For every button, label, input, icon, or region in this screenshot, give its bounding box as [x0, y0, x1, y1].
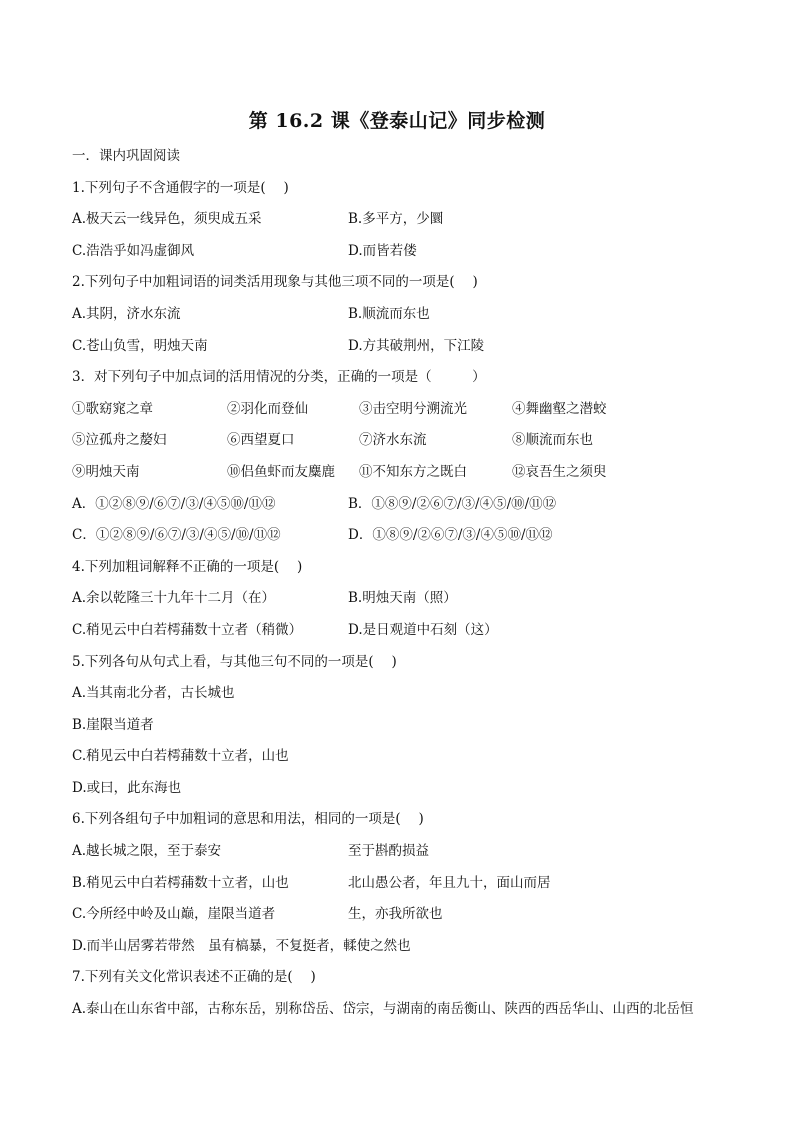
question-7-stem: 7.下列有关文化常识表述不正确的是( )	[72, 969, 316, 986]
q2-option-a: A.其阴，济水东流	[72, 305, 181, 322]
q5-option-a: A.当其南北分者，古长城也	[72, 685, 235, 702]
q5-option-b: B.崖限当道者	[72, 716, 154, 733]
q3-item-7: ⑦济水东流	[359, 432, 427, 449]
q3-item-4: ④舞幽壑之潜蛟	[512, 400, 607, 417]
q5-option-c: C.稍见云中白若樗蒱数十立者，山也	[72, 748, 289, 765]
q3-item-9: ⑨明烛天南	[72, 463, 140, 480]
question-3-items-row-2	[72, 430, 762, 462]
q2-option-d: D.方其破荆州，下江陵	[348, 337, 485, 354]
question-1-options-ab	[72, 209, 762, 241]
q6-option-d-left: D.而半山居雾若带然 虽有槁暴，不复挺者，輮使之然也	[72, 937, 411, 954]
question-1-options-cd	[72, 241, 762, 273]
q1-option-c: C.浩浩乎如冯虚御风	[72, 242, 195, 259]
question-2-stem: 2.下列句子中加粗词语的词类活用现象与其他三项不同的一项是( )	[72, 274, 478, 291]
q6-option-b-right: 北山愚公者，年且九十，面山而居	[348, 874, 551, 891]
q4-option-a: A.余以乾隆三十九年十二月（在）	[72, 590, 276, 607]
q3-item-6: ⑥西望夏口	[227, 432, 295, 449]
question-6-option-b	[72, 873, 762, 905]
q3-item-5: ⑤泣孤舟之嫠妇	[72, 432, 167, 449]
q1-option-d: D.而皆若偻	[348, 242, 417, 259]
question-6-option-a	[72, 841, 762, 873]
q6-option-a-right: 至于斟酌损益	[348, 843, 429, 860]
q1-option-a: A.极天云一线异色，须臾成五采	[72, 211, 262, 228]
q3-option-a: A．①②⑧⑨/⑥⑦/③/④⑤⑩/⑪⑫	[72, 495, 276, 512]
q3-option-c: C．①②⑧⑨/⑥⑦/③/④⑤/⑩/⑪⑫	[72, 527, 281, 544]
q3-item-2: ②羽化而登仙	[227, 400, 308, 417]
question-6-stem: 6.下列各组句子中加粗词的意思和用法，相同的一项是( )	[72, 811, 424, 828]
question-4-options-ab	[72, 588, 762, 620]
question-5-stem: 5.下列各句从句式上看，与其他三句不同的一项是( )	[72, 653, 397, 670]
q3-option-b: B．①⑧⑨/②⑥⑦/③/④⑤/⑩/⑪⑫	[348, 495, 557, 512]
q3-item-11: ⑪不知东方之既白	[359, 463, 467, 480]
question-3-items-row-1	[72, 399, 762, 431]
q7-option-a: A.泰山在山东省中部，古称东岳，别称岱岳、岱宗，与湖南的南岳衡山、陕西的西岳华山、山西的北岳恒	[72, 1001, 694, 1018]
question-4-stem: 4.下列加粗词解释不正确的一项是( )	[72, 558, 303, 575]
question-4-options-cd	[72, 620, 762, 652]
question-3-options-ab	[72, 494, 762, 526]
q3-item-12: ⑫哀吾生之须臾	[512, 463, 607, 480]
question-2-options-ab	[72, 304, 762, 336]
q6-option-a-left: A.越长城之限，至于泰安	[72, 843, 222, 860]
page-title: 第 16.2 课《登泰山记》同步检测	[248, 110, 546, 132]
question-1-stem: 1.下列句子不含通假字的一项是( )	[72, 179, 289, 196]
question-3-items-row-3	[72, 462, 762, 494]
q3-item-10: ⑩侣鱼虾而友麋鹿	[227, 463, 335, 480]
section-heading: 一．课内巩固阅读	[72, 148, 180, 164]
question-3-stem: 3．对下列句子中加点词的活用情况的分类，正确的一项是（ ）	[72, 369, 486, 386]
question-6-option-c	[72, 904, 762, 936]
question-3-options-cd	[72, 525, 762, 557]
q6-option-c-left: C.今所经中岭及山巅，崖限当道者	[72, 906, 276, 923]
q6-option-b-left: B.稍见云中白若樗蒱数十立者，山也	[72, 874, 289, 891]
q5-option-d: D.或曰，此东海也	[72, 779, 182, 796]
q3-item-1: ①歌窈窕之章	[72, 400, 153, 417]
q4-option-c: C.稍见云中白若樗蒱数十立者（稍微）	[72, 621, 303, 638]
document-body	[72, 146, 762, 1031]
q2-option-c: C.苍山负雪，明烛天南	[72, 337, 208, 354]
question-6-option-d	[72, 936, 762, 968]
q3-option-d: D．①⑧⑨/②⑥⑦/③/④⑤⑩/⑪⑫	[348, 527, 553, 544]
q6-option-c-right: 生，亦我所欲也	[348, 906, 443, 923]
q4-option-b: B.明烛天南（照）	[348, 590, 457, 607]
q2-option-b: B.顺流而东也	[348, 305, 430, 322]
question-2-options-cd	[72, 336, 762, 368]
q3-item-3: ③击空明兮溯流光	[359, 400, 467, 417]
q3-item-8: ⑧顺流而东也	[512, 432, 593, 449]
q4-option-d: D.是日观道中石刻（这）	[348, 621, 498, 638]
q1-option-b: B.多平方，少圜	[348, 211, 444, 228]
